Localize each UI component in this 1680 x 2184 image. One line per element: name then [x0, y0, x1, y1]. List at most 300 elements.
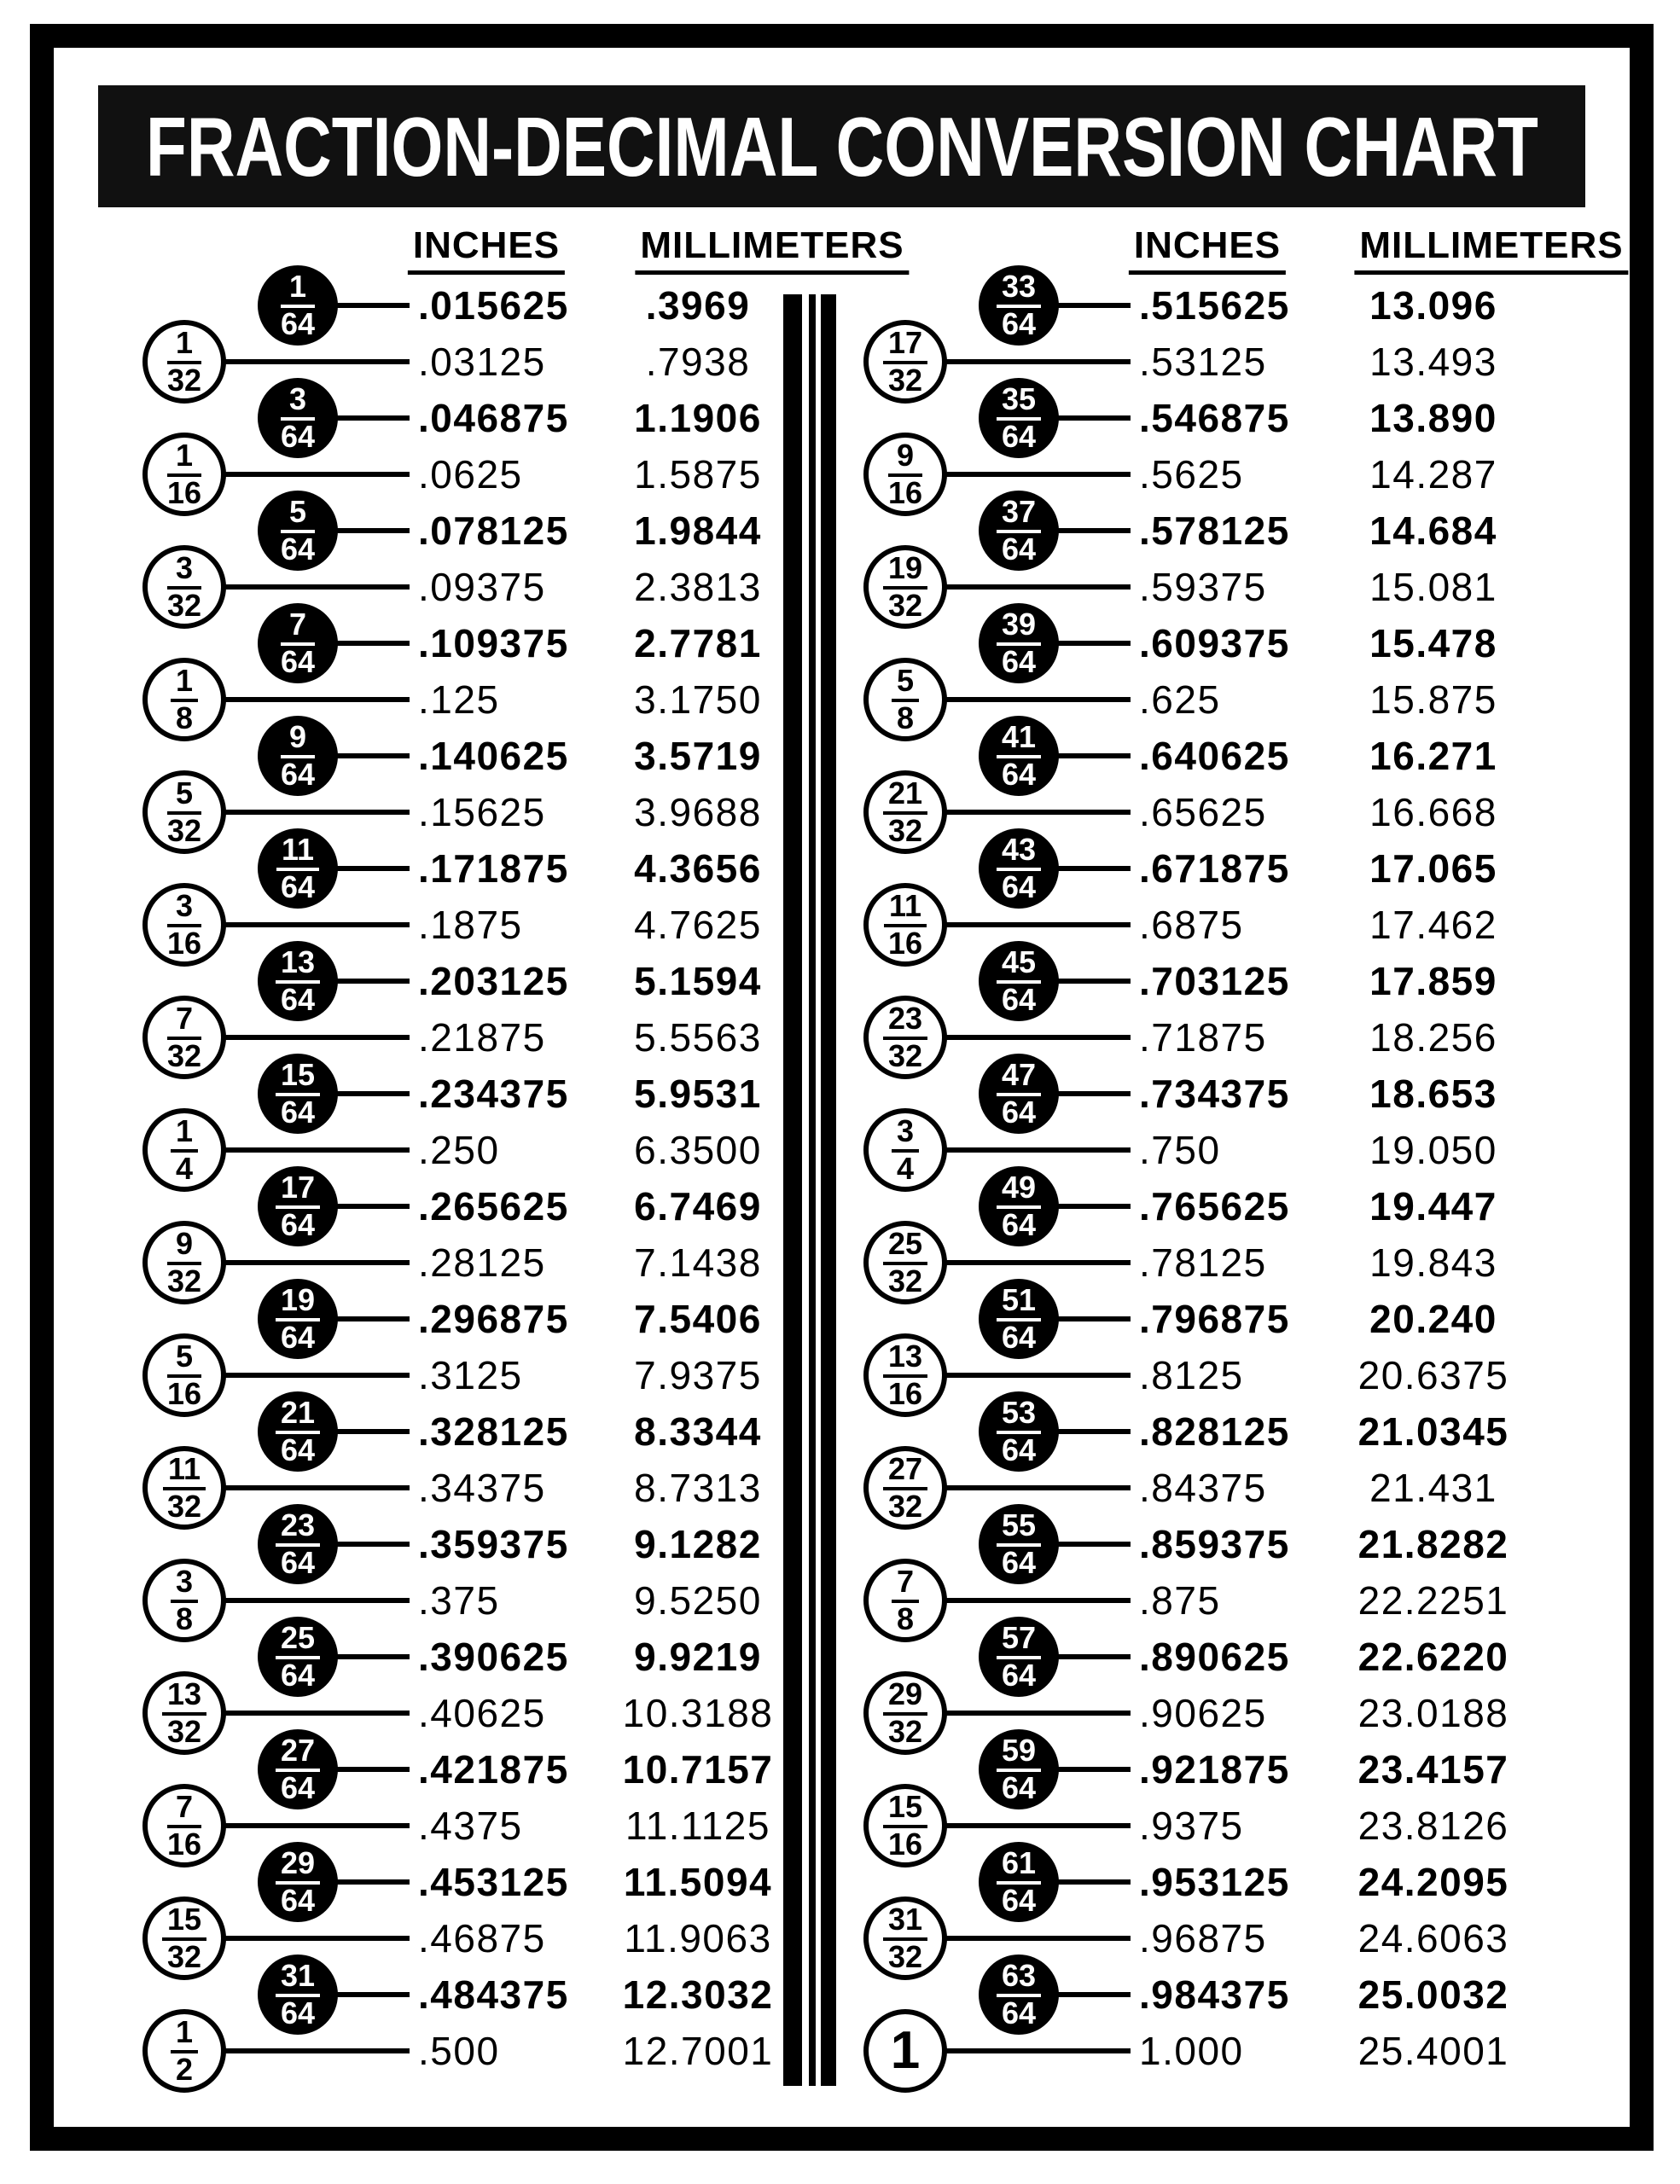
fraction — [883, 775, 927, 848]
fraction-numerator: 15 — [276, 1060, 320, 1096]
inches-value: .9375 — [1139, 1804, 1244, 1848]
mm-value: 9.5250 — [634, 1578, 762, 1623]
fraction-numerator: 11 — [163, 1454, 206, 1490]
mm-value: 11.5094 — [623, 1860, 773, 1904]
fraction — [883, 1901, 927, 1974]
fraction-circle — [258, 1166, 338, 1246]
fraction-circle — [142, 1784, 226, 1867]
mm-value: 5.5563 — [634, 1015, 762, 1060]
fraction-numerator: 49 — [997, 1172, 1041, 1209]
fraction-circle — [142, 883, 226, 967]
fraction-denominator: 32 — [166, 1938, 202, 1974]
mm-value: 19.050 — [1369, 1128, 1497, 1172]
inches-value: .625 — [1139, 677, 1221, 722]
fraction-denominator: 2 — [175, 2051, 194, 2087]
fraction — [166, 1338, 202, 1411]
fraction-numerator: 1 — [171, 1116, 198, 1153]
fraction-circle — [863, 320, 947, 404]
fraction-denominator: 32 — [887, 1037, 923, 1073]
inches-value: .140625 — [418, 734, 569, 778]
fraction — [276, 1507, 320, 1580]
fraction-denominator: 64 — [1001, 1206, 1037, 1242]
mm-value: 18.256 — [1369, 1015, 1497, 1060]
fraction-denominator: 64 — [1001, 868, 1037, 904]
fraction-denominator: 64 — [1001, 756, 1037, 792]
inches-value: .71875 — [1139, 1015, 1267, 1060]
fraction-numerator: 31 — [276, 1960, 320, 1997]
mm-value: 25.4001 — [1357, 2029, 1509, 2073]
fraction-numerator: 7 — [892, 1566, 919, 1603]
fraction-denominator: 32 — [887, 1488, 923, 1524]
fraction-circle — [979, 265, 1059, 346]
fraction — [166, 1225, 202, 1298]
fraction-numerator: 19 — [883, 553, 927, 590]
fraction-denominator: 64 — [280, 531, 316, 566]
inches-value: .53125 — [1139, 340, 1267, 384]
inches-value: .078125 — [418, 508, 569, 553]
fraction-circle — [258, 828, 338, 909]
fraction-numerator: 1 — [167, 440, 201, 477]
fraction-numerator: 1 — [281, 271, 315, 308]
inches-value: .34375 — [418, 1466, 546, 1510]
fraction-circle — [258, 1279, 338, 1359]
inches-value: .046875 — [418, 396, 569, 440]
fraction-numerator: 3 — [171, 1566, 198, 1603]
fraction-circle — [863, 1559, 947, 1642]
fraction-circle — [258, 265, 338, 346]
inches-value: .750 — [1139, 1128, 1221, 1172]
mm-value: 3.9688 — [634, 790, 762, 834]
fraction — [997, 1056, 1041, 1130]
fraction — [892, 662, 919, 735]
fraction-numerator: 19 — [276, 1285, 320, 1321]
fraction-circle — [142, 433, 226, 516]
fraction-numerator: 7 — [167, 1792, 201, 1828]
inches-value: .890625 — [1139, 1635, 1290, 1679]
mm-value: 23.8126 — [1357, 1804, 1509, 1848]
fraction-circle — [142, 320, 226, 404]
divider-bar — [821, 294, 836, 2086]
mm-value: 17.462 — [1369, 903, 1497, 947]
fraction-denominator: 8 — [175, 700, 194, 735]
inches-value: .4375 — [418, 1804, 523, 1848]
fraction-circle — [142, 996, 226, 1079]
millimeters-header-right: MILLIMETERS — [1354, 225, 1628, 275]
fraction-denominator: 4 — [175, 1150, 194, 1186]
fraction-circle — [258, 941, 338, 1021]
inches-value: .40625 — [418, 1691, 546, 1735]
page-title: FRACTION-DECIMAL CONVERSION CHART — [145, 99, 1538, 194]
mm-value: 2.3813 — [634, 565, 762, 609]
inches-value: .828125 — [1139, 1409, 1290, 1454]
fraction — [166, 437, 202, 510]
fraction-denominator: 32 — [887, 1713, 923, 1749]
fraction — [883, 549, 927, 623]
inches-value: .09375 — [418, 565, 546, 609]
fraction-denominator: 64 — [1001, 1319, 1037, 1355]
fraction-denominator: 32 — [887, 812, 923, 848]
fraction-numerator: 1 — [171, 665, 198, 702]
fraction-circle — [258, 603, 338, 683]
fraction — [276, 1169, 320, 1242]
mm-value: 24.2095 — [1357, 1860, 1509, 1904]
inches-value: .953125 — [1139, 1860, 1290, 1904]
inches-value: .500 — [418, 2029, 500, 2073]
fraction-circle — [979, 828, 1059, 909]
fraction-circle — [863, 1221, 947, 1304]
fraction-denominator: 64 — [1001, 531, 1037, 566]
fraction — [997, 380, 1041, 454]
fraction — [997, 1169, 1041, 1242]
fraction-denominator: 16 — [166, 1826, 202, 1862]
fraction — [883, 324, 927, 398]
millimeters-header-left: MILLIMETERS — [635, 225, 909, 275]
fraction-circle — [258, 1729, 338, 1809]
mm-value: 2.7781 — [634, 621, 762, 665]
mm-value: 13.096 — [1369, 283, 1497, 328]
fraction-circle — [142, 1333, 226, 1417]
fraction-circle — [979, 603, 1059, 683]
fraction-numerator: 5 — [167, 778, 201, 815]
fraction-circle — [863, 996, 947, 1079]
fraction-numerator: 41 — [997, 722, 1041, 758]
fraction-numerator: 39 — [997, 609, 1041, 646]
fraction — [997, 268, 1041, 341]
mm-value: 7.1438 — [634, 1240, 762, 1285]
fraction-circle — [142, 770, 226, 854]
inches-value: .21875 — [418, 1015, 546, 1060]
fraction-numerator: 3 — [167, 553, 201, 590]
fraction — [997, 1394, 1041, 1467]
fraction-numerator: 29 — [276, 1848, 320, 1885]
fraction-denominator: 64 — [280, 643, 316, 679]
divider-bar — [783, 294, 802, 2086]
fraction-denominator: 16 — [166, 1375, 202, 1411]
fraction-denominator: 64 — [280, 1432, 316, 1467]
mm-value: 11.1125 — [625, 1804, 770, 1848]
fraction-denominator: 32 — [166, 1713, 202, 1749]
fraction-circle — [258, 1842, 338, 1922]
fraction-numerator: 5 — [281, 497, 315, 533]
fraction — [883, 1788, 927, 1862]
inches-header-right: INCHES — [1129, 225, 1286, 275]
fraction-numerator: 1 — [171, 2017, 198, 2053]
fraction-denominator: 64 — [1001, 1769, 1037, 1805]
fraction-circle — [979, 1617, 1059, 1697]
inches-value: .203125 — [418, 959, 569, 1003]
fraction-circle — [863, 2009, 947, 2093]
inches-value: .515625 — [1139, 283, 1290, 328]
fraction-numerator: 17 — [883, 328, 927, 364]
mm-value: 1.1906 — [634, 396, 762, 440]
fraction — [997, 606, 1041, 679]
fraction-numerator: 3 — [281, 384, 315, 421]
fraction-denominator: 8 — [896, 1600, 915, 1636]
fraction — [883, 1450, 927, 1524]
fraction-denominator: 32 — [166, 812, 202, 848]
fraction-numerator: 59 — [997, 1735, 1041, 1772]
fraction — [280, 718, 316, 792]
inches-value: .609375 — [1139, 621, 1290, 665]
fraction-numerator: 13 — [883, 1341, 927, 1378]
fraction-denominator: 64 — [280, 868, 316, 904]
fraction-circle — [142, 1671, 226, 1755]
fraction-numerator: 53 — [997, 1397, 1041, 1434]
mm-value: 22.6220 — [1357, 1635, 1509, 1679]
fraction-denominator: 64 — [1001, 1657, 1037, 1693]
fraction-numerator: 17 — [276, 1172, 320, 1209]
mm-value: 21.431 — [1369, 1466, 1497, 1510]
fraction — [162, 1676, 206, 1749]
mm-value: 24.6063 — [1357, 1916, 1509, 1960]
fraction-numerator: 35 — [997, 384, 1041, 421]
inches-header-left: INCHES — [408, 225, 565, 275]
fraction — [276, 1732, 320, 1805]
inches-value: .15625 — [418, 790, 546, 834]
fraction-numerator: 25 — [883, 1228, 927, 1265]
fraction — [166, 1788, 202, 1862]
fraction — [276, 1844, 320, 1918]
fraction-denominator: 32 — [166, 587, 202, 623]
fraction-numerator: 11 — [884, 891, 927, 927]
fraction-circle — [142, 1559, 226, 1642]
inches-value: .265625 — [418, 1184, 569, 1228]
inches-value: .796875 — [1139, 1297, 1290, 1341]
fraction-denominator: 8 — [896, 700, 915, 735]
fraction-numerator: 3 — [167, 891, 201, 927]
fraction-circle — [979, 941, 1059, 1021]
mm-value: 1.9844 — [634, 508, 762, 553]
inches-value: .328125 — [418, 1409, 569, 1454]
fraction-denominator: 32 — [887, 587, 923, 623]
mm-value: 21.0345 — [1357, 1409, 1509, 1454]
fraction-denominator: 64 — [1001, 1995, 1037, 2030]
fraction — [997, 1732, 1041, 1805]
fraction — [276, 1281, 320, 1355]
fraction-circle — [863, 1896, 947, 1980]
mm-value: 4.7625 — [634, 903, 762, 947]
fraction — [162, 1901, 206, 1974]
fraction-numerator: 47 — [997, 1060, 1041, 1096]
fraction-numerator: 61 — [997, 1848, 1041, 1885]
fraction — [892, 1563, 919, 1636]
mm-value: 25.0032 — [1357, 1972, 1509, 2017]
inches-value: .421875 — [418, 1747, 569, 1792]
fraction-circle — [258, 1391, 338, 1472]
inches-value: .671875 — [1139, 846, 1290, 891]
fraction-numerator: 57 — [997, 1623, 1041, 1659]
fraction-circle — [258, 1955, 338, 2035]
mm-value: 23.4157 — [1357, 1747, 1509, 1792]
fraction — [166, 775, 202, 848]
fraction-denominator: 64 — [1001, 1094, 1037, 1130]
mm-value: 10.7157 — [622, 1747, 774, 1792]
mm-value: 15.081 — [1369, 565, 1497, 609]
inches-value: .390625 — [418, 1635, 569, 1679]
fraction-denominator: 64 — [280, 756, 316, 792]
fraction — [163, 1450, 206, 1524]
fraction-denominator: 32 — [166, 1263, 202, 1298]
mm-value: 21.8282 — [1357, 1522, 1509, 1566]
fraction — [997, 493, 1041, 566]
mm-value: 7.5406 — [634, 1297, 762, 1341]
fraction — [887, 437, 923, 510]
mm-value: 19.843 — [1369, 1240, 1497, 1285]
fraction — [892, 1112, 919, 1186]
fraction-denominator: 64 — [1001, 1544, 1037, 1580]
fraction-denominator: 32 — [166, 362, 202, 398]
mm-value: .3969 — [645, 283, 751, 328]
fraction — [276, 1394, 320, 1467]
inches-value: .984375 — [1139, 1972, 1290, 2017]
fraction-circle — [863, 1671, 947, 1755]
mm-value: 20.240 — [1369, 1297, 1497, 1341]
fraction-circle — [979, 1729, 1059, 1809]
fraction-numerator: 3 — [892, 1116, 919, 1153]
inches-value: .96875 — [1139, 1916, 1267, 1960]
inches-value: .921875 — [1139, 1747, 1290, 1792]
fraction-numerator: 43 — [997, 834, 1041, 871]
mm-value: 14.287 — [1369, 452, 1497, 497]
fraction — [280, 493, 316, 566]
mm-value: 13.493 — [1369, 340, 1497, 384]
fraction-denominator: 64 — [280, 1657, 316, 1693]
fraction-denominator: 16 — [166, 474, 202, 510]
mm-value: 4.3656 — [634, 846, 762, 891]
fraction-denominator: 32 — [887, 362, 923, 398]
fraction-denominator: 64 — [280, 1995, 316, 2030]
fraction-circle — [863, 1446, 947, 1530]
fraction-denominator: 16 — [166, 925, 202, 961]
fraction-circle — [863, 1333, 947, 1417]
fraction-circle — [142, 545, 226, 629]
inches-value: .859375 — [1139, 1522, 1290, 1566]
fraction-circle — [979, 1166, 1059, 1246]
fraction-circle — [258, 716, 338, 796]
fraction-circle — [258, 1504, 338, 1584]
inches-value: .109375 — [418, 621, 569, 665]
fraction-circle — [142, 1446, 226, 1530]
fraction-circle — [863, 545, 947, 629]
fraction — [884, 887, 927, 961]
mm-value: 1.5875 — [634, 452, 762, 497]
fraction-numerator: 13 — [162, 1679, 206, 1716]
fraction-denominator: 8 — [175, 1600, 194, 1636]
mm-value: 15.478 — [1369, 621, 1497, 665]
fraction — [280, 268, 316, 341]
fraction-circle — [142, 2009, 226, 2093]
fraction-circle — [979, 1391, 1059, 1472]
fraction-numerator: 27 — [276, 1735, 320, 1772]
fraction-numerator: 9 — [888, 440, 922, 477]
mm-value: 5.1594 — [634, 959, 762, 1003]
fraction — [276, 831, 319, 904]
fraction — [276, 944, 320, 1017]
fraction-numerator: 55 — [997, 1510, 1041, 1547]
fraction-circle — [142, 1221, 226, 1304]
fraction-denominator: 64 — [280, 1094, 316, 1130]
mm-value: 16.668 — [1369, 790, 1497, 834]
inches-value: .734375 — [1139, 1072, 1290, 1116]
fraction-circle — [979, 1279, 1059, 1359]
inches-value: .546875 — [1139, 396, 1290, 440]
fraction — [276, 1957, 320, 2030]
inches-value: .5625 — [1139, 452, 1244, 497]
mm-value: 6.3500 — [634, 1128, 762, 1172]
fraction — [171, 1112, 198, 1186]
mm-value: 20.6375 — [1357, 1353, 1509, 1397]
mm-value: 10.3188 — [622, 1691, 774, 1735]
fraction-circle — [863, 1108, 947, 1192]
divider-bar — [809, 294, 816, 2086]
mm-value: 23.0188 — [1357, 1691, 1509, 1735]
fraction — [171, 662, 198, 735]
fraction-denominator: 64 — [1001, 305, 1037, 341]
fraction-numerator: 23 — [883, 1003, 927, 1040]
fraction — [997, 1619, 1041, 1693]
fraction-numerator: 45 — [997, 947, 1041, 984]
fraction — [276, 1619, 320, 1693]
inches-value: .015625 — [418, 283, 569, 328]
fraction — [883, 1000, 927, 1073]
mm-value: 8.3344 — [634, 1409, 762, 1454]
mm-value: 8.7313 — [634, 1466, 762, 1510]
fraction-numerator: 21 — [276, 1397, 320, 1434]
fraction-circle — [863, 883, 947, 967]
fraction — [883, 1225, 927, 1298]
fraction-denominator: 64 — [1001, 981, 1037, 1017]
fraction-circle — [258, 1617, 338, 1697]
mm-value: 17.065 — [1369, 846, 1497, 891]
inches-value: .250 — [418, 1128, 500, 1172]
mm-value: .7938 — [645, 340, 751, 384]
fraction-denominator: 4 — [896, 1150, 915, 1186]
fraction-circle — [142, 1896, 226, 1980]
fraction — [276, 1056, 320, 1130]
fraction-circle — [863, 770, 947, 854]
fraction-numerator: 21 — [883, 778, 927, 815]
fraction-numerator: 1 — [167, 328, 201, 364]
mm-value: 5.9531 — [634, 1072, 762, 1116]
fraction — [997, 718, 1041, 792]
fraction-denominator: 64 — [1001, 643, 1037, 679]
fraction-numerator: 13 — [276, 947, 320, 984]
inches-value: .46875 — [418, 1916, 546, 1960]
fraction-denominator: 64 — [1001, 418, 1037, 454]
fraction-circle — [863, 1784, 947, 1867]
fraction-numerator: 7 — [281, 609, 315, 646]
fraction-denominator: 32 — [166, 1037, 202, 1073]
fraction — [997, 831, 1041, 904]
fraction — [280, 380, 316, 454]
fraction — [166, 549, 202, 623]
inches-value: .90625 — [1139, 1691, 1267, 1735]
fraction-numerator: 5 — [892, 665, 919, 702]
fraction-circle — [979, 1955, 1059, 2035]
inches-value: .234375 — [418, 1072, 569, 1116]
mm-value: 3.5719 — [634, 734, 762, 778]
mm-value: 12.7001 — [622, 2029, 774, 2073]
fraction-circle — [142, 1108, 226, 1192]
fraction-numerator: 51 — [997, 1285, 1041, 1321]
whole-number: 1 — [890, 2021, 921, 2080]
mm-value: 7.9375 — [634, 1353, 762, 1397]
inches-value: .453125 — [418, 1860, 569, 1904]
inches-value: .3125 — [418, 1353, 523, 1397]
fraction — [997, 1957, 1041, 2030]
fraction-numerator: 37 — [997, 497, 1041, 533]
fraction-denominator: 64 — [280, 1206, 316, 1242]
